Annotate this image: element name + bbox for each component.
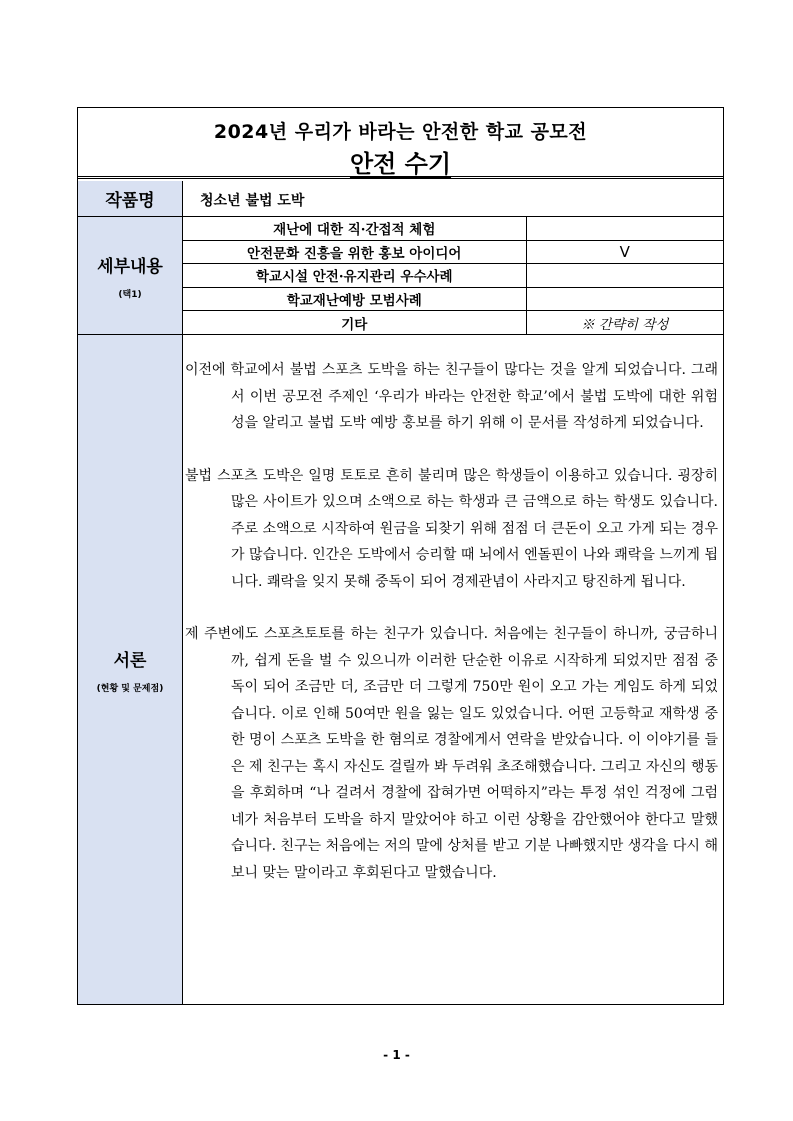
introduction-paragraph: 이전에 학교에서 불법 스포츠 도박을 하는 친구들이 많다는 것을 알게 되었습니다. 그래서 이번 공모전 주제인 ‘우리가 바라는 안전한 학교’에서 불법 도박에 대한 위험성을 알리고 불법 도박 예방 홍보를 하기 위해 이 문서를 작성하게 되었습니다. (185, 362, 718, 431)
work-title-label-cell (78, 181, 183, 216)
introduction-body[interactable] (185, 357, 718, 912)
work-title-label: 작품명 (105, 191, 155, 211)
details-option-label: 학교재난예방 모범사례 (183, 287, 526, 310)
introduction-label-cell (78, 335, 183, 1004)
details-option-label: 기타 (183, 311, 526, 334)
document-title-text: 안전 수기 (349, 150, 452, 178)
details-table (183, 217, 723, 334)
introduction-sublabel: (현황 및 문제점) (96, 683, 164, 694)
details-label-cell (78, 217, 183, 334)
details-option-check[interactable] (526, 264, 723, 287)
work-title-row (78, 181, 723, 217)
details-other-note[interactable]: ※ 간략히 작성 (581, 316, 669, 333)
details-option-check[interactable] (526, 217, 723, 240)
details-option-row (183, 217, 723, 240)
document-title (78, 144, 723, 179)
contest-title: 2024년 우리가 바라는 안전한 학교 공모전 (213, 121, 588, 143)
details-option-check[interactable]: V (526, 240, 723, 263)
page-number: - 1 - (383, 1048, 410, 1062)
details-option-row (183, 311, 723, 334)
details-option-check[interactable] (526, 287, 723, 310)
details-option-row (183, 240, 723, 263)
details-label: 세부내용 (97, 256, 163, 277)
work-title-value: 청소년 불법 도박 (200, 193, 305, 209)
introduction-paragraph: 불법 스포츠 도박은 일명 토토로 흔히 불리며 많은 학생들이 이용하고 있습니다. 굉장히 많은 사이트가 있으며 소액으로 하는 학생과 큰 금액으로 하는 학생도 있습니다. 주로 소액으로 시작하여 원금을 되찾기 위해 점점 더 큰돈이 오고 가게 되는 경우가 많습니다. 인간은 도박에서 승리할 때 뇌에서 엔돌핀이 나와 쾌락을 느끼게 됩니다. 쾌락을 잊지 못해 중독이 되어 경제관념이 사라지고 탕진하게 됩니다. (185, 467, 718, 590)
details-row (78, 217, 723, 335)
application-form (77, 107, 724, 1005)
introduction-row (78, 335, 723, 1004)
introduction-paragraph: 제 주변에도 스포츠토토를 하는 친구가 있습니다. 처음에는 친구들이 하니까, 궁금하니까, 쉽게 돈을 벌 수 있으니까 이러한 단순한 이유로 시작하게 되었지만 점점 중독이 되어 조금만 더, 조금만 더 그렇게 750만 원이 오고 가는 게임도 하게 되었습니다. 이로 인해 50여만 원을 잃는 일도 있었습니다. 어떤 고등학교 재학생 중 한 명이 스포츠 도박을 한 혐의로 경찰에게서 연락을 받았습니다. 이 이야기를 들은 제 친구는 혹시 자신도 걸릴까 봐 두려워 초조해했습니다. 그리고 자신의 행동을 후회하며 “나 걸려서 경찰에 잡혀가면 어떡하지”라는 투정 섞인 걱정에 그럼 네가 처음부터 도박을 하지 말았어야 하고 이런 상황을 감안했어야 한다고 말했습니다. 친구는 처음에는 저의 말에 상처를 받고 기분 나빠했지만 생각을 다시 해보니 맞는 말이라고 후회된다고 말했습니다. (185, 626, 718, 881)
details-option-label: 학교시설 안전·유지관리 우수사례 (183, 264, 526, 287)
introduction-label: 서론 (113, 650, 147, 671)
details-option-row (183, 287, 723, 310)
details-option-label: 재난에 대한 직·간접적 체험 (183, 217, 526, 240)
details-option-label: 안전문화 진흥을 위한 홍보 아이디어 (183, 240, 526, 263)
details-sublabel: (택1) (118, 289, 142, 300)
form-header (78, 108, 723, 179)
details-option-row (183, 264, 723, 287)
